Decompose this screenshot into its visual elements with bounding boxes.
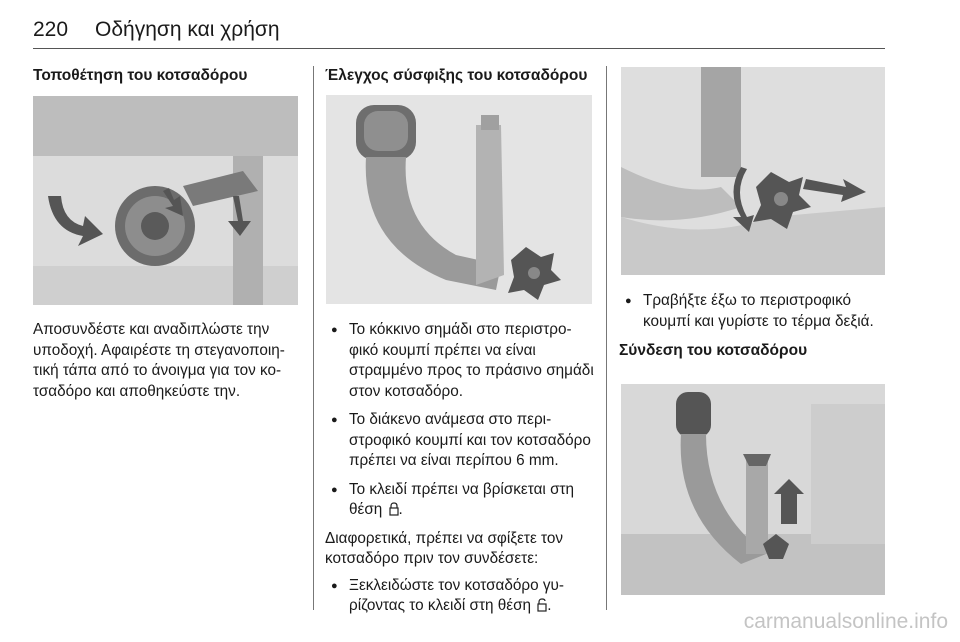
header-rule	[33, 48, 885, 49]
unlock-bullet-text: Ξεκλειδώστε τον κοτσαδόρο γυρίζοντας το κλειδί στη θέση	[349, 576, 564, 614]
section-heading-tightness-check: Έλεγχος σύσφιξης του κοτσαδόρου	[325, 67, 588, 84]
lock-closed-icon	[389, 502, 399, 516]
check-bullet-marks: ● Το κόκκινο σημάδι στο περιστροφικό κουμπί πρέπει να είναι στραμμένο προς το πράσινο σημάδι στον κοτσαδόρο.	[325, 320, 595, 402]
illustration-pull-knob	[621, 67, 885, 275]
check-bullet-key-text: Το κλειδί πρέπει να βρίσκεται στη θέση	[349, 480, 575, 518]
check-bullet-gap: ● Το διάκενο ανάμεσα στο περιστροφικό κουμπί και τον κοτσαδόρο πρέπει να είναι περίπου 6 mm.	[325, 410, 595, 472]
section-heading-mounting: Τοποθέτηση του κοτσαδόρου	[33, 67, 248, 84]
page-header	[33, 18, 885, 48]
pull-knob-bullet: ● Τραβήξτε έξω το περιστροφικό κουμπί και γυρίστε το τέρμα δεξιά.	[619, 291, 887, 332]
column-1	[33, 67, 303, 85]
otherwise-paragraph: Διαφορετικά, πρέπει να σφίξετε τον κοτσαδόρο πριν τον συνδέσετε:	[325, 529, 564, 567]
illustration-socket-cap	[33, 96, 298, 305]
column-2-heading	[325, 67, 600, 85]
column-2-text	[325, 320, 595, 625]
unlock-bullet: ● Ξεκλειδώστε τον κοτσαδόρο γυρίζοντας το κλειδί στη θέση .	[325, 576, 595, 617]
illustration-towbar-check	[326, 95, 592, 304]
column-divider-2	[606, 66, 607, 610]
page-number: 220	[33, 18, 69, 41]
column-1-text	[33, 320, 303, 402]
lock-open-icon	[537, 598, 547, 612]
check-bullet-key: ● Το κλειδί πρέπει να βρίσκεται στη θέση .	[325, 480, 595, 521]
chapter-title: Οδήγηση και χρήση	[95, 18, 280, 41]
mounting-instructions: Αποσυνδέστε και αναδιπλώστε την υποδοχή. Αφαιρέστε τη στεγανοποιητική τάπα από το άνοιγμα για τον κοτσαδόρο και αποθηκεύστε την.	[33, 321, 285, 400]
section-heading-connecting: Σύνδεση του κοτσαδόρου	[619, 342, 808, 359]
column-3-text	[619, 291, 887, 360]
column-divider-1	[313, 66, 314, 610]
watermark: carmanualsonline.info	[743, 610, 948, 633]
illustration-connect-towbar	[621, 384, 885, 595]
